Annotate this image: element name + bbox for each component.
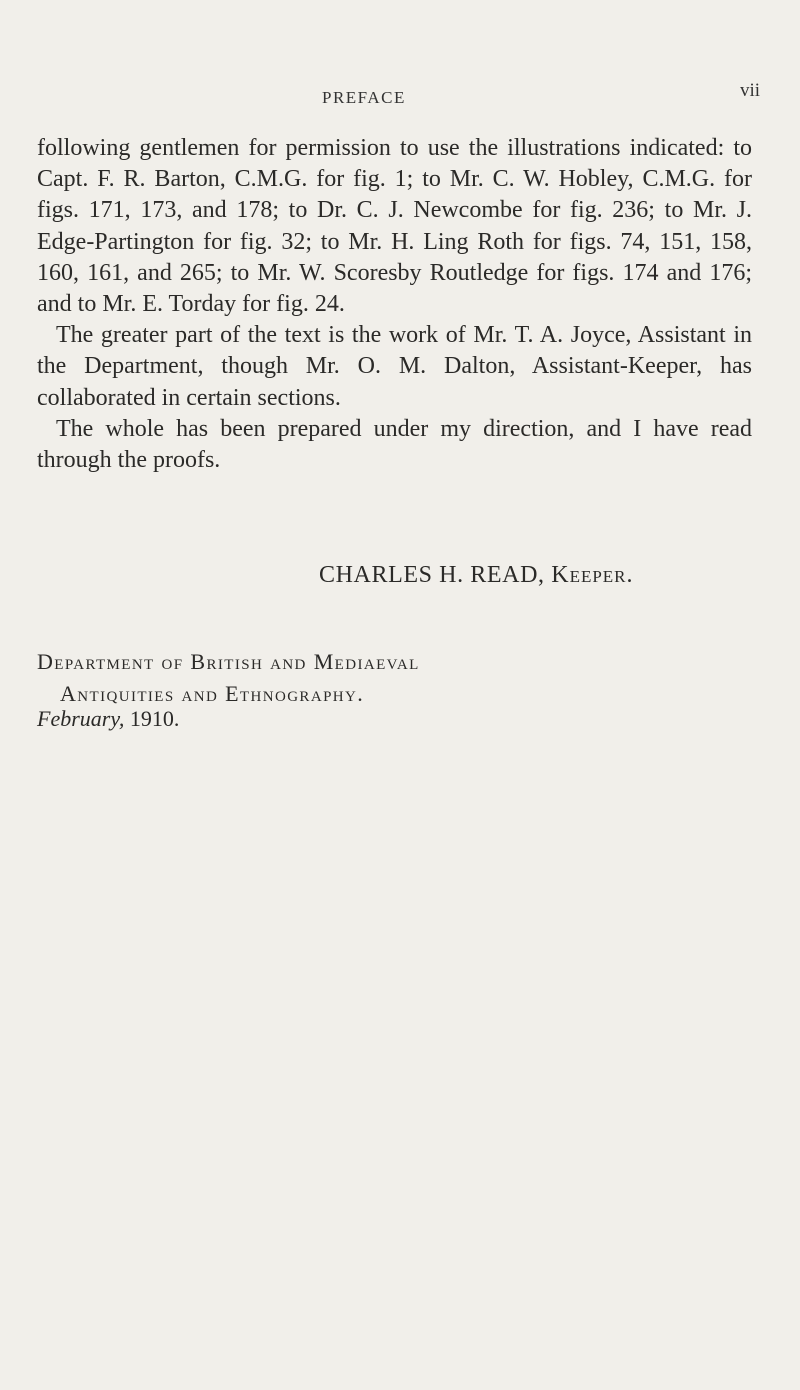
department-line-2: Antiquities and Ethnography. — [60, 681, 365, 706]
paragraph-direction: The whole has been prepared under my direction, and I have read through the proofs. — [37, 415, 752, 474]
date-month: February, — [37, 706, 125, 731]
signature — [319, 562, 634, 589]
page-number: vii — [740, 80, 761, 101]
paragraph-authorship: The greater part of the text is the work of Mr. T. A. Joyce, Assistant in the Department, though Mr. O. M. Dalton, Assistant-Keeper, has collaborated in certain sections. — [37, 322, 752, 411]
department-name — [37, 646, 420, 710]
signatory-role: Keeper. — [551, 562, 634, 588]
date-year: 1910. — [129, 706, 180, 731]
preface-date — [37, 706, 179, 732]
department-line-1: Department of British and Mediaeval — [37, 649, 420, 674]
preface-body — [37, 133, 752, 476]
running-head: PREFACE — [322, 88, 406, 107]
signatory-name: CHARLES H. READ, — [319, 562, 545, 588]
paragraph-acknowledgements: following gentlemen for permission to use the illustrations indicated: to Capt. F. R. Barton, C.M.G. for fig. 1; to Mr. C. W. Hobley, C.M.G. for figs. 171, 173, and 178; to Dr. C. J. Newcombe for fig. 236; to Mr. J. Edge-Partington for fig. 32; to Mr. H. Ling Roth for figs. 74, 151, 158, 160, 161, and 265; to Mr. W. Scoresby Routledge for figs. 174 and 176; and to Mr. E. Torday for fig. 24. — [37, 135, 752, 318]
